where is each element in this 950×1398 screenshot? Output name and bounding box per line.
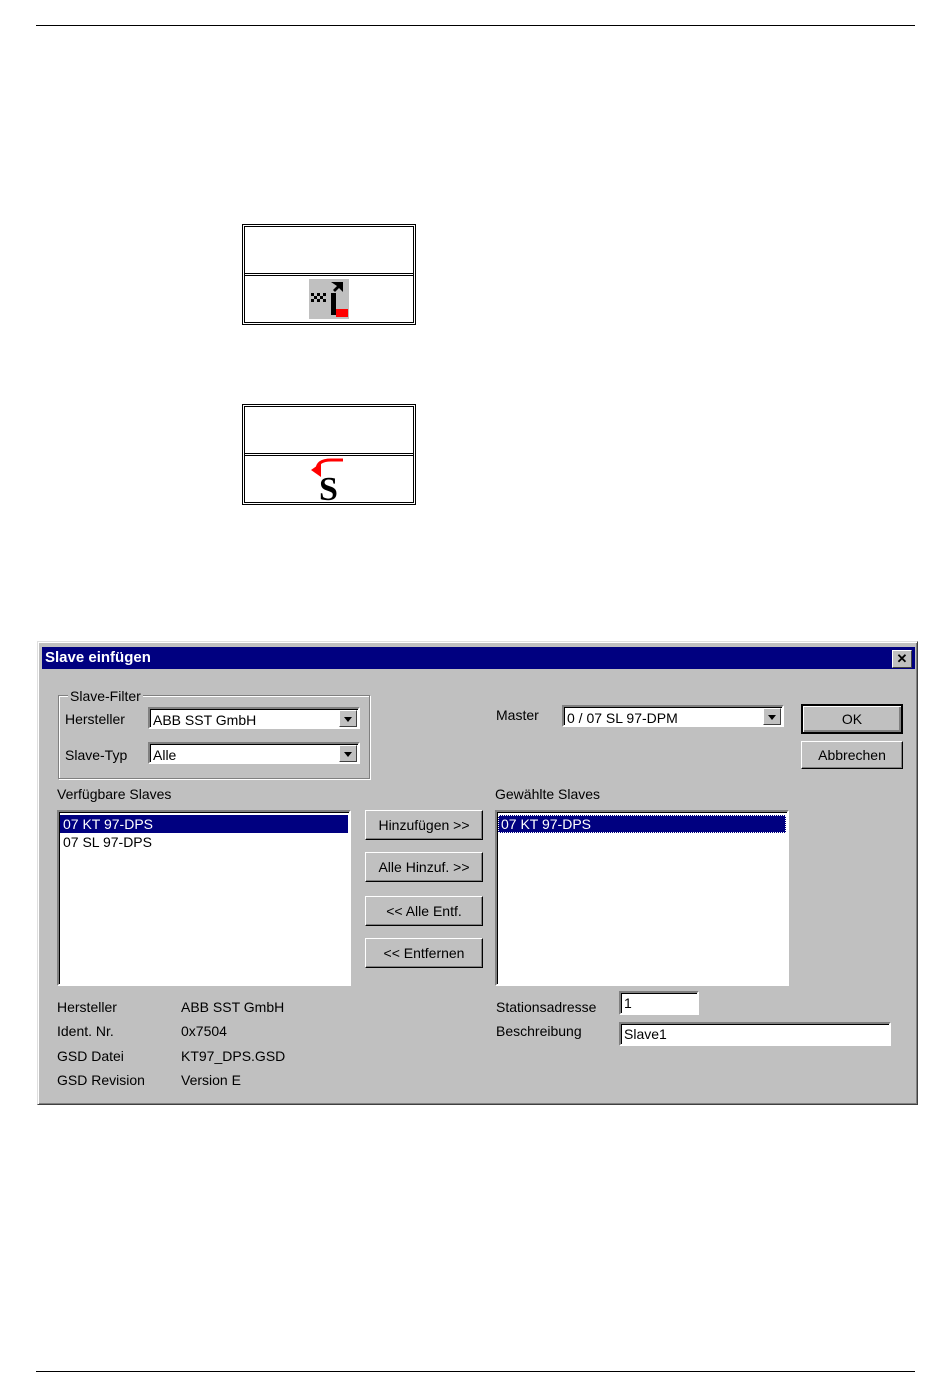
slave-insert-dialog xyxy=(37,641,918,1105)
detail-value-gsd-file: KT97_DPS.GSD xyxy=(181,1048,286,1064)
slave-type-value: Alle xyxy=(153,747,177,763)
master-select[interactable] xyxy=(562,705,784,727)
cancel-button[interactable]: Abbrechen xyxy=(801,741,903,769)
slave-type-label: Slave-Typ xyxy=(65,747,128,763)
slave-filter-label: Slave-Filter xyxy=(70,688,141,704)
detail-key-gsd-revision: GSD Revision xyxy=(57,1072,145,1088)
master-label: Master xyxy=(496,707,539,723)
icon-box-body xyxy=(245,276,413,322)
insert-slave-icon[interactable] xyxy=(309,279,349,319)
detail-key-manufacturer: Hersteller xyxy=(57,999,117,1015)
description-input[interactable]: Slave1 xyxy=(619,1022,891,1046)
toolbar-icon-box-insert xyxy=(242,224,416,325)
list-item[interactable]: 07 KT 97-DPS xyxy=(498,815,786,833)
available-slaves-list[interactable] xyxy=(57,810,351,986)
slave-type-select[interactable] xyxy=(148,742,360,764)
chosen-slaves-label: Gewählte Slaves xyxy=(495,786,601,802)
chevron-down-icon[interactable] xyxy=(763,708,781,725)
detail-value-manufacturer: ABB SST GmbH xyxy=(181,999,285,1015)
chevron-down-icon[interactable] xyxy=(339,745,357,762)
station-address-input[interactable]: 1 xyxy=(619,991,699,1015)
bottom-rule xyxy=(36,1371,915,1372)
manufacturer-label: Hersteller xyxy=(65,711,125,727)
icon-box-header xyxy=(245,407,413,456)
remove-button[interactable]: << Entfernen xyxy=(365,938,483,968)
manufacturer-select[interactable] xyxy=(148,707,360,729)
add-all-button[interactable]: Alle Hinzuf. >> xyxy=(365,852,483,882)
detail-key-ident: Ident. Nr. xyxy=(57,1023,114,1039)
toolbar-icon-box-replace xyxy=(242,404,416,505)
close-button[interactable] xyxy=(892,650,912,668)
detail-key-gsd-file: GSD Datei xyxy=(57,1048,124,1064)
svg-text:S: S xyxy=(319,471,338,502)
description-label: Beschreibung xyxy=(496,1023,582,1039)
remove-all-button[interactable]: << Alle Entf. xyxy=(365,896,483,926)
icon-box-header xyxy=(245,227,413,276)
master-value: 0 / 07 SL 97-DPM xyxy=(567,710,678,726)
dialog-title: Slave einfügen xyxy=(45,649,151,666)
detail-value-ident: 0x7504 xyxy=(181,1023,227,1039)
list-item[interactable]: 07 SL 97-DPS xyxy=(63,834,152,850)
close-icon: ✕ xyxy=(896,651,908,666)
chosen-slaves-list[interactable] xyxy=(495,810,789,986)
dialog-titlebar xyxy=(42,647,915,669)
chevron-down-icon[interactable] xyxy=(339,710,357,727)
available-slaves-label: Verfügbare Slaves xyxy=(57,786,172,802)
detail-value-gsd-revision: Version E xyxy=(181,1072,241,1088)
list-item[interactable]: 07 KT 97-DPS xyxy=(60,815,348,833)
top-rule xyxy=(36,25,915,26)
ok-button[interactable]: OK xyxy=(801,704,903,734)
manufacturer-value: ABB SST GmbH xyxy=(153,712,257,728)
station-address-label: Stationsadresse xyxy=(496,999,597,1015)
replace-slave-icon[interactable] xyxy=(307,456,351,502)
add-button[interactable]: Hinzufügen >> xyxy=(365,810,483,840)
icon-box-body xyxy=(245,456,413,502)
